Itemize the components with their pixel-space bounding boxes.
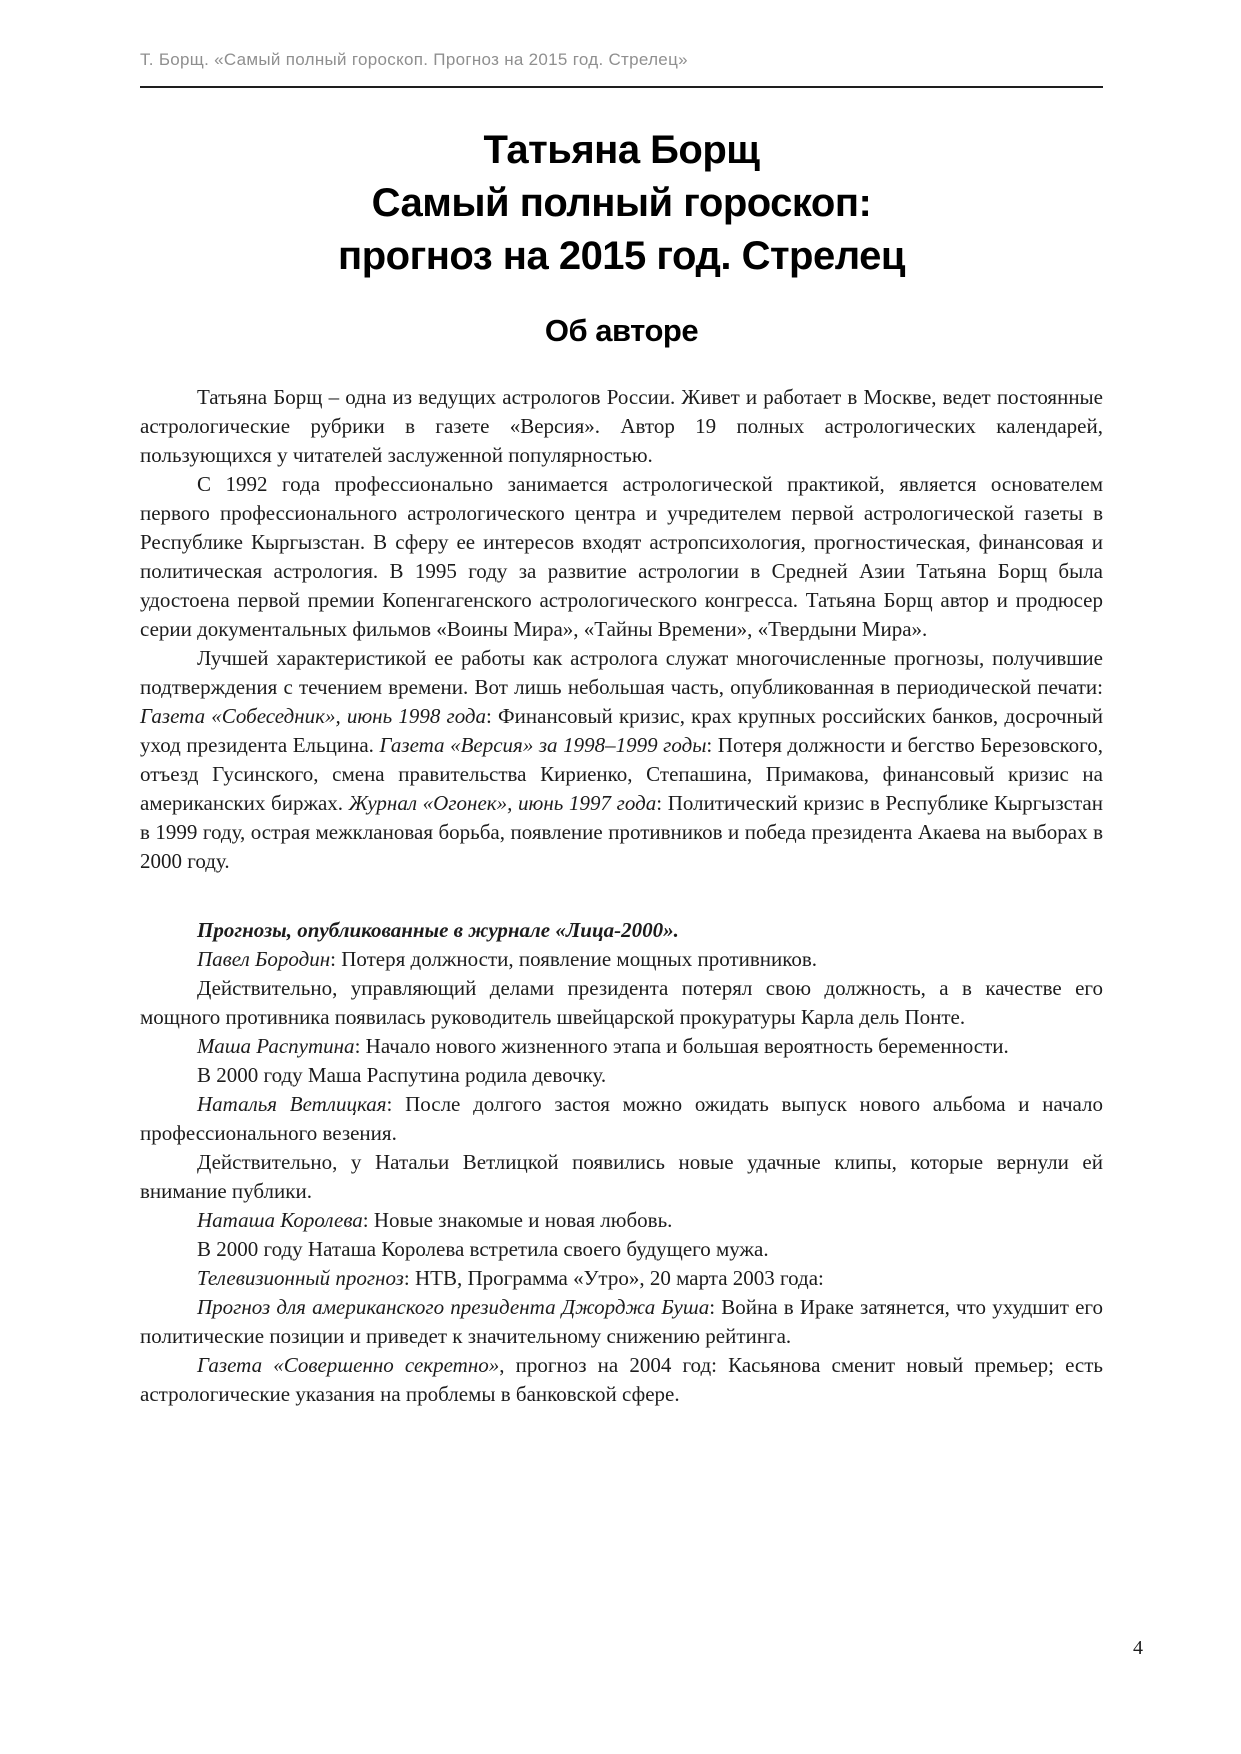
text-run: Газета «Версия» за 1998–1999 годы (379, 733, 707, 757)
text-run: С 1992 года профессионально занимается астрологической практикой, является основателем первого профессионального астрологического центра и учредителем первой астрологической газеты в Республике Кыргызстан. В сферу ее интересов входят астропсихология, прогностическая, финансовая и политическая астрология. В 1995 году за развитие астрологии в Средней Азии Татьяна Борщ была удостоена первой премии Копенгагенского астрологического конгресса. Татьяна Борщ автор и продюсер серии документальных фильмов «Воины Мира», «Тайны Времени», «Твердыни Мира». (140, 472, 1103, 641)
text-run: : После долгого застоя можно ожидать выпуск нового альбома и начало профессионального везения. (140, 1092, 1104, 1145)
text-run: В 2000 году Наташа Королева встретила своего будущего мужа. (197, 1237, 769, 1261)
text-run: : Финансовый кризис, крах крупных российских банков, досрочный уход президента Ельцина. (140, 704, 1103, 757)
book-title-line-2: Самый полный гороскоп: (371, 181, 872, 225)
header-rule (140, 86, 1103, 88)
text-run: , прогноз на 2004 год: Касьянова сменит новый премьер; есть астрологические указания на проблемы в банковской сфере. (140, 1353, 1103, 1406)
paragraph (140, 644, 1103, 876)
paragraph (140, 1235, 1103, 1264)
book-title (140, 124, 1103, 283)
text-run: Наталья Ветлицкая (197, 1092, 387, 1116)
paragraph (140, 916, 1103, 945)
running-title: Т. Борщ. «Самый полный гороскоп. Прогноз на 2015 год. Стрелец» (140, 50, 688, 69)
text-run: : Потеря должности и бегство Березовского, отъезд Гусинского, смена правительства Кириенко, Степашина, Примакова, финансовый кризис на американских биржах. (140, 733, 1104, 815)
paragraph (140, 945, 1103, 974)
paragraph (140, 1061, 1103, 1090)
text-run: Журнал «Огонек», июнь 1997 года (348, 791, 657, 815)
text-run: Газета «Совершенно секретно» (197, 1353, 500, 1377)
text-run: : Политический кризис в Республике Кыргызстан в 1999 году, острая межклановая борьба, появление противников и победа президента Акаева на выборах в 2000 году. (140, 791, 1103, 873)
text-run: Павел Бородин (197, 947, 331, 971)
paragraph (140, 1148, 1103, 1206)
paragraph (140, 1351, 1103, 1409)
text-run: Действительно, у Натальи Ветлицкой появились новые удачные клипы, которые вернули ей внимание публики. (140, 1150, 1103, 1203)
paragraph (140, 1293, 1103, 1351)
paragraph (140, 470, 1103, 644)
text-run: : Начало нового жизненного этапа и большая вероятность беременности. (354, 1034, 1009, 1058)
text-run: В 2000 году Маша Распутина родила девочку. (197, 1063, 607, 1087)
section-heading: Об авторе (544, 313, 699, 348)
text-run: : Война в Ираке затянется, что ухудшит его политические позиции и приведет к значительному снижению рейтинга. (140, 1295, 1103, 1348)
paragraph (140, 1032, 1103, 1061)
book-title-line-3: прогноз на 2015 год. Стрелец (338, 234, 905, 278)
text-run: Маша Распутина (197, 1034, 355, 1058)
text-run: Татьяна Борщ – одна из ведущих астрологов России. Живет и работает в Москве, ведет постоянные астрологические рубрики в газете «Версия». Автор 19 полных астрологических календарей, пользующихся у читателей заслуженной популярностью. (140, 385, 1103, 467)
text-run: Телевизионный прогноз (197, 1266, 404, 1290)
text-run: : Новые знакомые и новая любовь. (362, 1208, 673, 1232)
body-text (140, 383, 1103, 1409)
book-title-line-1: Татьяна Борщ (483, 128, 760, 172)
paragraph (140, 1090, 1103, 1148)
paragraph (140, 1264, 1103, 1293)
paragraph (140, 383, 1103, 470)
paragraph (140, 1206, 1103, 1235)
paragraph (140, 974, 1103, 1032)
page-number: 4 (1133, 1637, 1143, 1659)
text-run: Прогноз для американского президента Джорджа Буша (197, 1295, 710, 1319)
text-run: Лучшей характеристикой ее работы как астролога служат многочисленные прогнозы, получившие подтверждения с течением времени. Вот лишь небольшая часть, опубликованная в периодической печати: (140, 646, 1103, 699)
text-run: Прогнозы, опубликованные в журнале «Лица-2000». (197, 918, 679, 942)
text-run: Действительно, управляющий делами президента потерял свою должность, а в качестве его мощного противника появилась руководитель швейцарской прокуратуры Карла дель Понте. (140, 976, 1103, 1029)
text-run: : Потеря должности, появление мощных противников. (330, 947, 818, 971)
text-run: Газета «Собеседник», июнь 1998 года (140, 704, 487, 728)
text-run: : НТВ, Программа «Утро», 20 марта 2003 года: (403, 1266, 824, 1290)
text-run: Наташа Королева (197, 1208, 363, 1232)
